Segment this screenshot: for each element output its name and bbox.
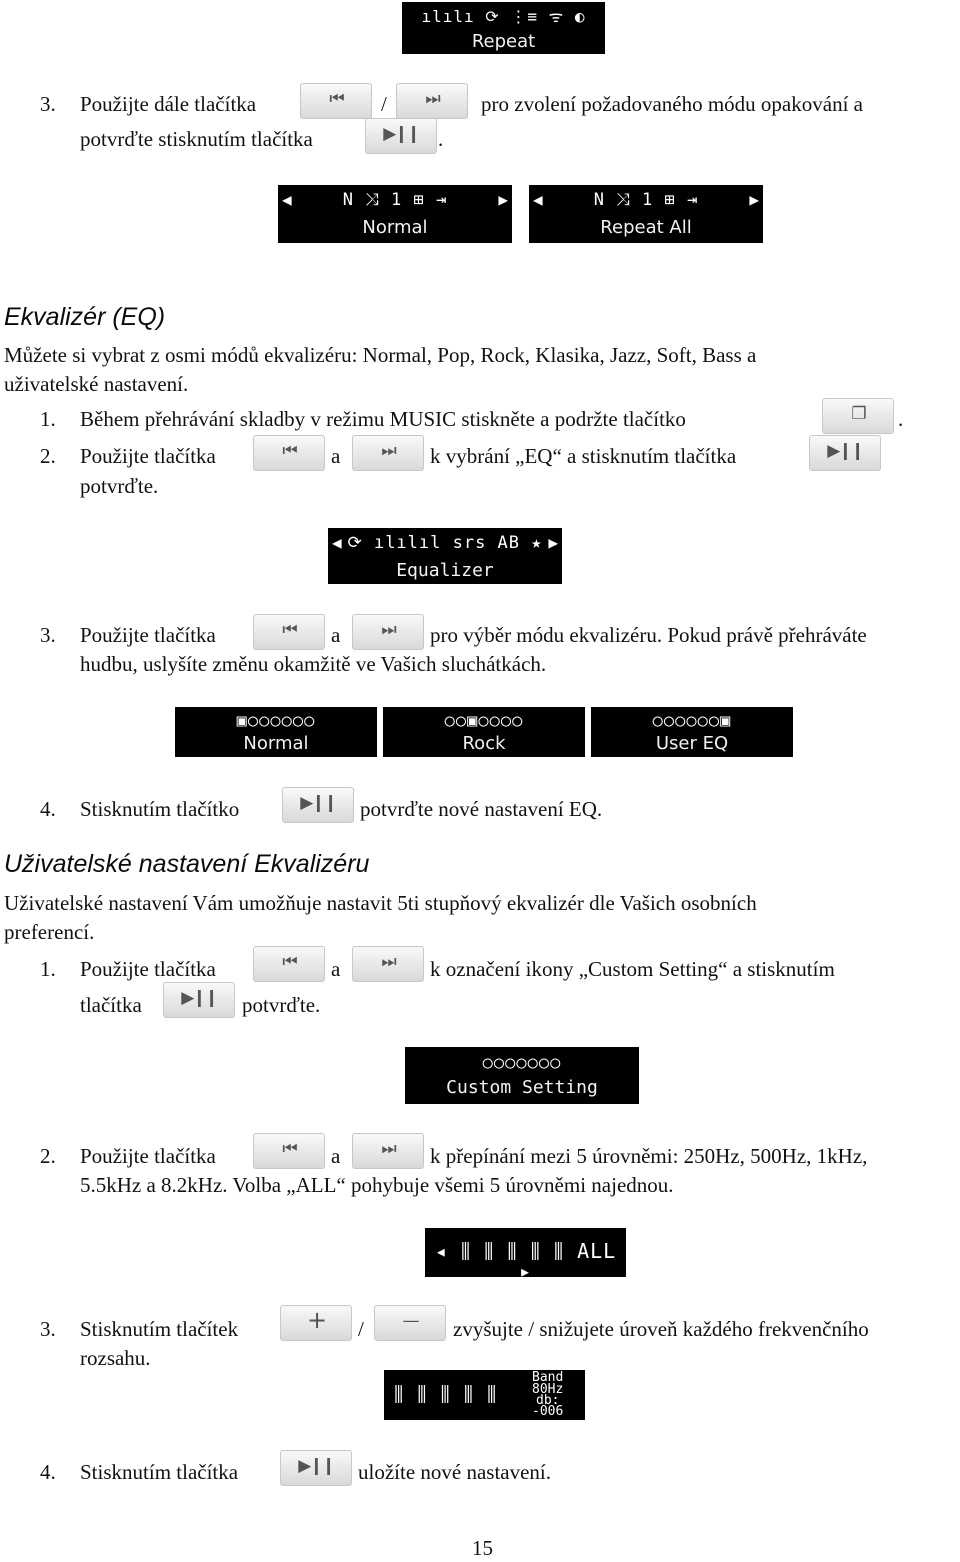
eq-bars: ⫼ ⫼ ⫼ ⫼ ⫼: [394, 1382, 498, 1406]
play-pause-button: [365, 118, 437, 154]
section-heading-eq: Ekvalizér (EQ): [4, 303, 166, 331]
play-pause-icon: ▶❙❙: [827, 441, 863, 461]
step-text: k označení ikony „Custom Setting“ a stisknutím: [430, 957, 835, 981]
prev-button: [253, 1133, 325, 1169]
play-pause-button: [280, 1450, 352, 1486]
step-number: 2.: [40, 1144, 56, 1168]
next-button: [352, 614, 424, 650]
conjunction: a: [331, 1144, 341, 1168]
screen-caption: Rock: [462, 733, 506, 754]
step-text: potvrďte.: [242, 993, 321, 1017]
step-text: uložíte nové nastavení.: [358, 1460, 552, 1484]
step-text: 5.5kHz a 8.2kHz. Volba „ALL“ pohybuje všemi 5 úrovněmi najednou.: [80, 1173, 674, 1197]
step-text: Stisknutím tlačítko: [80, 797, 240, 821]
step-text: k vybrání „EQ“ a stisknutím tlačítka: [430, 444, 737, 468]
eq-mode-normal-screen: [175, 707, 377, 757]
prev-icon: ⏮: [282, 441, 296, 461]
screen-caption: User EQ: [655, 733, 729, 754]
step-text: Použijte tlačítka: [80, 1144, 216, 1168]
next-icon: ⏭: [381, 441, 395, 461]
arrow-left-icon: ◀: [332, 533, 342, 552]
step-text: pro výběr módu ekvalizéru. Pokud právě přehráváte: [430, 623, 867, 647]
period: .: [438, 127, 444, 151]
plus-icon: +: [306, 1306, 326, 1334]
prev-button: [300, 83, 372, 119]
next-button: [396, 83, 468, 119]
screen-caption: Repeat All: [600, 217, 692, 238]
step-number: 3.: [40, 623, 56, 647]
slash: /: [358, 1317, 364, 1341]
next-button: [352, 946, 424, 982]
play-pause-button: [163, 982, 235, 1018]
step-number: 2.: [40, 444, 56, 468]
next-button: [352, 1133, 424, 1169]
menu-icon: ❐: [851, 404, 865, 424]
step-number: 4.: [40, 797, 56, 821]
db-value: -006: [532, 1404, 564, 1419]
paragraph: Můžete si vybrat z osmi módů ekvalizéru: Normal, Pop, Rock, Klasika, Jazz, Soft, Bass a: [4, 343, 757, 367]
play-pause-button: [809, 435, 881, 471]
conjunction: a: [331, 444, 341, 468]
mode-icons: N ⤨ 1 ⊞ ⇥: [593, 190, 699, 210]
prev-button: [253, 614, 325, 650]
step-text: Použijte tlačítka: [80, 623, 216, 647]
step-number: 3.: [40, 92, 56, 116]
plus-button: [280, 1305, 352, 1341]
step-text: k přepínání mezi 5 úrovněmi: 250Hz, 500Hz, 1kHz,: [430, 1144, 868, 1168]
eq-bands-all-screen: [425, 1228, 626, 1283]
next-icon: ⏭: [381, 952, 395, 972]
arrow-right-icon: ▶: [749, 190, 759, 209]
arrow-left-icon: ◀: [533, 190, 543, 209]
period: .: [898, 407, 904, 431]
step-text: Použijte tlačítka: [80, 957, 216, 981]
step-text: Stisknutím tlačítka: [80, 1460, 239, 1484]
mode-indicator: ○○▣○○○○: [444, 711, 524, 731]
menu-button: [822, 398, 894, 434]
next-icon: ⏭: [425, 89, 439, 109]
step-text: tlačítka: [80, 993, 142, 1017]
section-heading-user-eq: Uživatelské nastavení Ekvalizéru: [4, 850, 370, 878]
repeat-mode-screen: [402, 2, 605, 54]
next-icon: ⏭: [381, 620, 395, 640]
paragraph: Uživatelské nastavení Vám umožňuje nastavit 5ti stupňový ekvalizér dle Vašich osobních: [4, 891, 757, 915]
mode-indicator: ○○○○○○▣: [652, 711, 732, 731]
step-number: 4.: [40, 1460, 56, 1484]
mode-indicator: ▣○○○○○○: [236, 711, 316, 731]
step-number: 1.: [40, 957, 56, 981]
step-text: Stisknutím tlačítek: [80, 1317, 239, 1341]
repeat-all-screen: [529, 185, 763, 243]
status-icons: ılılı ⟳ ⋮≡ ᯤ ◐: [421, 7, 586, 26]
mode-indicator: ○○○○○○○: [482, 1053, 562, 1073]
screen-caption: Normal: [362, 217, 428, 238]
step-text: potvrďte.: [80, 474, 159, 498]
step-text: potvrďte nové nastavení EQ.: [360, 797, 603, 821]
step-number: 3.: [40, 1317, 56, 1341]
step-text: pro zvolení požadovaného módu opakování a: [481, 92, 863, 116]
arrow-left-icon: ◀: [282, 190, 292, 209]
step-text: Použijte tlačítka: [80, 444, 216, 468]
prev-button: [253, 435, 325, 471]
play-pause-icon: ▶❙❙: [298, 1456, 334, 1476]
prev-icon: ⏮: [282, 620, 296, 640]
screen-caption: Custom Setting: [446, 1077, 598, 1098]
db-label: db:: [536, 1393, 560, 1408]
arrow-right-icon: ▶: [498, 190, 508, 209]
step-text: rozsahu.: [80, 1346, 151, 1370]
equalizer-menu-screen: [328, 528, 562, 584]
band-frequency: 80Hz: [532, 1382, 564, 1397]
play-pause-button: [282, 787, 354, 823]
minus-button: [374, 1305, 446, 1341]
next-icon: ⏭: [381, 1139, 395, 1159]
step-text: potvrďte stisknutím tlačítka: [80, 127, 313, 151]
mode-icons: N ⤨ 1 ⊞ ⇥: [342, 190, 448, 210]
custom-setting-screen: [405, 1047, 639, 1104]
eq-bars: ◂ ⫼ ⫼ ⫼ ⫼ ⫼ ALL ▸: [434, 1239, 617, 1283]
eq-mode-user-screen: [591, 707, 793, 757]
step-text: hudbu, uslyšíte změnu okamžitě ve Vašich sluchátkách.: [80, 652, 547, 676]
conjunction: a: [331, 623, 341, 647]
play-pause-icon: ▶❙❙: [383, 124, 419, 144]
eq-mode-rock-screen: [383, 707, 585, 757]
prev-button: [253, 946, 325, 982]
prev-icon: ⏮: [329, 89, 343, 109]
minus-icon: —: [402, 1311, 418, 1331]
repeat-normal-screen: [278, 185, 512, 243]
conjunction: a: [331, 957, 341, 981]
screen-caption: Repeat: [471, 31, 536, 52]
page-number: 15: [472, 1536, 493, 1560]
play-pause-icon: ▶❙❙: [300, 793, 336, 813]
step-text: zvyšujte / snižujete úroveň každého frekvenčního: [453, 1317, 869, 1341]
prev-icon: ⏮: [282, 952, 296, 972]
screen-caption: Equalizer: [396, 560, 494, 581]
slash: /: [381, 92, 387, 116]
step-text: Během přehrávání skladby v režimu MUSIC stiskněte a podržte tlačítko: [80, 407, 686, 431]
paragraph: uživatelské nastavení.: [4, 372, 189, 396]
next-button: [352, 435, 424, 471]
step-number: 1.: [40, 407, 56, 431]
screen-caption: Normal: [243, 733, 309, 754]
band-label: Band: [532, 1370, 564, 1385]
paragraph: preferencí.: [4, 920, 95, 944]
band-adjust-screen: [384, 1370, 585, 1420]
step-text: Použijte dále tlačítka: [80, 92, 257, 116]
prev-icon: ⏮: [282, 1139, 296, 1159]
arrow-right-icon: ▶: [548, 533, 558, 552]
menu-icons: ⟳ ılılıl srs AB ★: [347, 533, 543, 553]
play-pause-icon: ▶❙❙: [181, 988, 217, 1008]
